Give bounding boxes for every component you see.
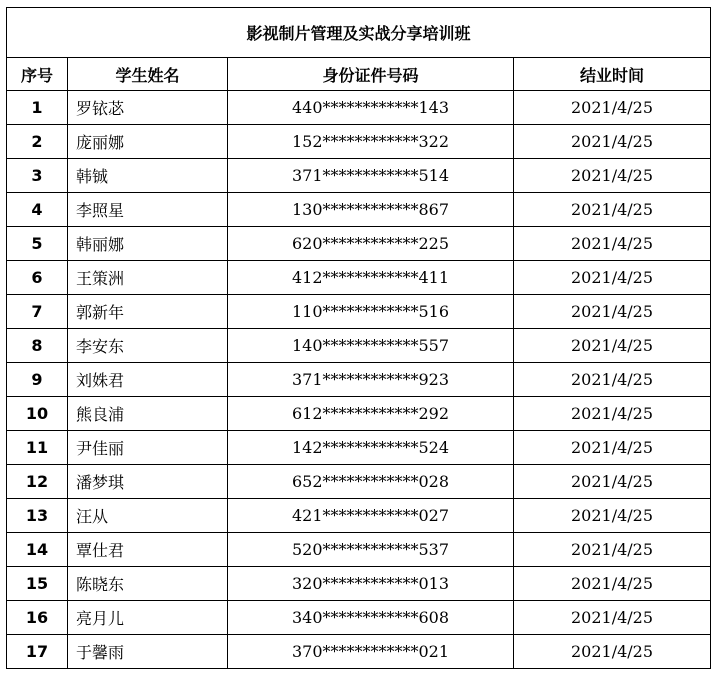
cell-seq: 2 bbox=[7, 125, 68, 159]
table-row bbox=[7, 431, 711, 465]
cell-name: 韩丽娜 bbox=[68, 227, 228, 261]
cell-id: 371************514 bbox=[228, 159, 514, 193]
table-row bbox=[7, 159, 711, 193]
cell-seq: 4 bbox=[7, 193, 68, 227]
cell-date: 2021/4/25 bbox=[514, 363, 711, 397]
cell-seq: 11 bbox=[7, 431, 68, 465]
cell-seq: 1 bbox=[7, 91, 68, 125]
table-row bbox=[7, 125, 711, 159]
cell-seq: 7 bbox=[7, 295, 68, 329]
cell-date: 2021/4/25 bbox=[514, 465, 711, 499]
cell-seq: 12 bbox=[7, 465, 68, 499]
cell-name: 汪从 bbox=[68, 499, 228, 533]
cell-seq: 9 bbox=[7, 363, 68, 397]
table-row bbox=[7, 295, 711, 329]
cell-name: 庞丽娜 bbox=[68, 125, 228, 159]
cell-seq: 6 bbox=[7, 261, 68, 295]
cell-seq: 13 bbox=[7, 499, 68, 533]
cell-seq: 15 bbox=[7, 567, 68, 601]
cell-name: 覃仕君 bbox=[68, 533, 228, 567]
header-id: 身份证件号码 bbox=[228, 58, 514, 91]
cell-date: 2021/4/25 bbox=[514, 567, 711, 601]
cell-seq: 3 bbox=[7, 159, 68, 193]
cell-id: 371************923 bbox=[228, 363, 514, 397]
cell-date: 2021/4/25 bbox=[514, 329, 711, 363]
cell-id: 370************021 bbox=[228, 635, 514, 669]
cell-date: 2021/4/25 bbox=[514, 227, 711, 261]
cell-seq: 14 bbox=[7, 533, 68, 567]
cell-date: 2021/4/25 bbox=[514, 397, 711, 431]
cell-date: 2021/4/25 bbox=[514, 159, 711, 193]
cell-seq: 8 bbox=[7, 329, 68, 363]
cell-date: 2021/4/25 bbox=[514, 295, 711, 329]
cell-name: 刘姝君 bbox=[68, 363, 228, 397]
cell-date: 2021/4/25 bbox=[514, 261, 711, 295]
table-row bbox=[7, 91, 711, 125]
cell-id: 612************292 bbox=[228, 397, 514, 431]
cell-name: 李安东 bbox=[68, 329, 228, 363]
table-row bbox=[7, 193, 711, 227]
table-row bbox=[7, 329, 711, 363]
header-seq: 序号 bbox=[7, 58, 68, 91]
cell-id: 421************027 bbox=[228, 499, 514, 533]
table-row bbox=[7, 635, 711, 669]
table-row bbox=[7, 601, 711, 635]
table-row bbox=[7, 499, 711, 533]
cell-name: 尹佳丽 bbox=[68, 431, 228, 465]
cell-seq: 17 bbox=[7, 635, 68, 669]
cell-name: 韩铖 bbox=[68, 159, 228, 193]
cell-id: 652************028 bbox=[228, 465, 514, 499]
cell-date: 2021/4/25 bbox=[514, 601, 711, 635]
cell-id: 520************537 bbox=[228, 533, 514, 567]
cell-id: 320************013 bbox=[228, 567, 514, 601]
roster-table bbox=[6, 7, 711, 669]
cell-name: 陈晓东 bbox=[68, 567, 228, 601]
cell-name: 亮月儿 bbox=[68, 601, 228, 635]
cell-id: 412************411 bbox=[228, 261, 514, 295]
cell-date: 2021/4/25 bbox=[514, 91, 711, 125]
table-row bbox=[7, 465, 711, 499]
cell-date: 2021/4/25 bbox=[514, 533, 711, 567]
table-title: 影视制片管理及实战分享培训班 bbox=[7, 8, 711, 58]
cell-id: 130************867 bbox=[228, 193, 514, 227]
cell-seq: 5 bbox=[7, 227, 68, 261]
cell-date: 2021/4/25 bbox=[514, 125, 711, 159]
roster-sheet bbox=[6, 7, 710, 669]
table-row bbox=[7, 363, 711, 397]
table-row bbox=[7, 261, 711, 295]
cell-id: 620************225 bbox=[228, 227, 514, 261]
table-row bbox=[7, 533, 711, 567]
cell-date: 2021/4/25 bbox=[514, 635, 711, 669]
cell-id: 142************524 bbox=[228, 431, 514, 465]
cell-name: 熊良浦 bbox=[68, 397, 228, 431]
table-body bbox=[7, 91, 711, 669]
cell-seq: 10 bbox=[7, 397, 68, 431]
cell-name: 郭新年 bbox=[68, 295, 228, 329]
cell-date: 2021/4/25 bbox=[514, 431, 711, 465]
cell-seq: 16 bbox=[7, 601, 68, 635]
cell-name: 于馨雨 bbox=[68, 635, 228, 669]
header-name: 学生姓名 bbox=[68, 58, 228, 91]
cell-id: 440************143 bbox=[228, 91, 514, 125]
table-row bbox=[7, 397, 711, 431]
cell-id: 140************557 bbox=[228, 329, 514, 363]
cell-id: 152************322 bbox=[228, 125, 514, 159]
cell-id: 340************608 bbox=[228, 601, 514, 635]
cell-date: 2021/4/25 bbox=[514, 499, 711, 533]
cell-name: 李照星 bbox=[68, 193, 228, 227]
cell-name: 王策洲 bbox=[68, 261, 228, 295]
cell-name: 潘梦琪 bbox=[68, 465, 228, 499]
header-date: 结业时间 bbox=[514, 58, 711, 91]
cell-date: 2021/4/25 bbox=[514, 193, 711, 227]
cell-id: 110************516 bbox=[228, 295, 514, 329]
table-row bbox=[7, 567, 711, 601]
cell-name: 罗铱苾 bbox=[68, 91, 228, 125]
table-row bbox=[7, 227, 711, 261]
